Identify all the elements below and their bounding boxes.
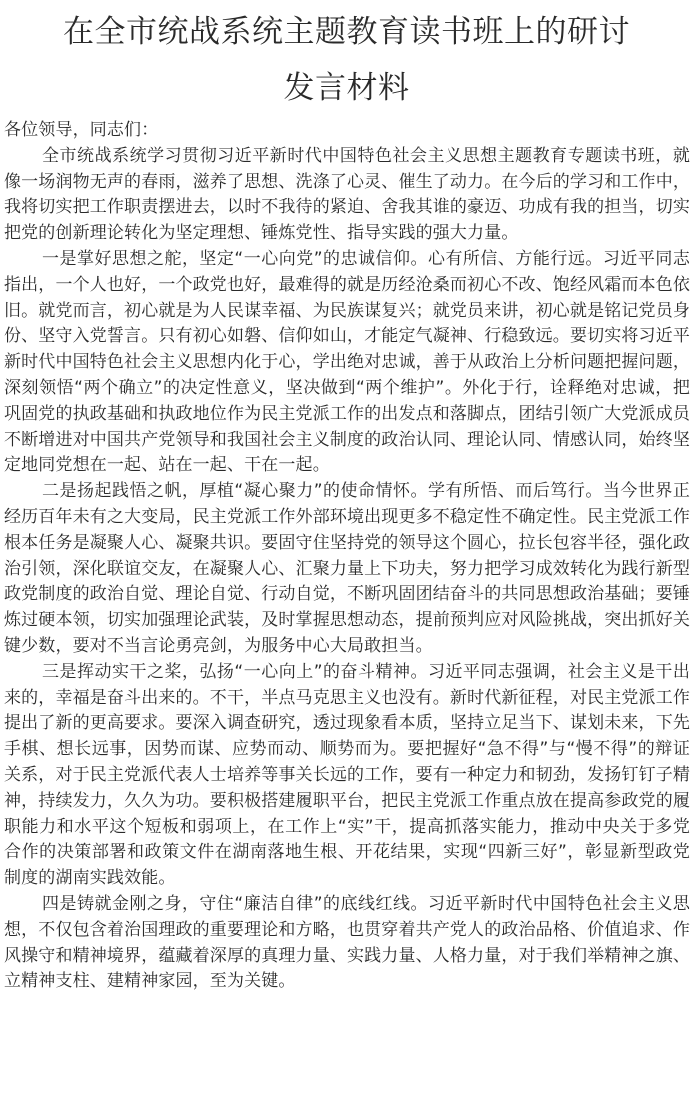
salutation: 各位领导，同志们： <box>4 120 159 140</box>
paragraph-point-2: 二是扬起践悟之帆，厚植“凝心聚力”的使命情怀。学有所悟、而后笃行。当今世界正经历百年未有之大变局，民主党派工作外部环境出现更多不稳定性不确定性。民主党派工作根本任务是凝聚人心、凝聚共识。要固守住坚持党的领导这个圆心，拉长包容半径，强化政治引领，深化联谊交友，在凝聚人心、汇聚力量上下功夫，努力把学习成效转化为践行新型政党制度的政治自觉、理论自觉、行动自觉，不断巩固团结奋斗的共同思想政治基础；要锤炼过硬本领，切实加强理论武装，及时掌握思想动态，提前预判应对风险挑战，突出抓好关键少数，要对不当言论勇亮剑，为服务中心大局敢担当。 <box>4 481 690 656</box>
paragraph-point-1: 一是掌好思想之舵，坚定“一心向党”的忠诚信仰。心有所信、方能行远。习近平同志指出，一个人也好，一个政党也好，最难得的就是历经沧桑而初心不改、饱经风霜而本色依旧。就党而言，初心就是为人民谋幸福、为民族谋复兴；就党员来讲，初心就是铭记党员身份、坚守入党誓言。只有初心如磐、信仰如山，才能定气凝神、行稳致远。要切实将习近平新时代中国特色社会主义思想内化于心，学出绝对忠诚，善于从政治上分析问题把握问题，深刻领悟“两个确立”的决定性意义，坚决做到“两个维护”。外化于行，诠释绝对忠诚，把巩固党的执政基础和执政地位作为民主党派工作的出发点和落脚点，团结引领广大党派成员不断增进对中国共产党领导和我国社会主义制度的政治认同、理论认同、情感认同，始终坚定地同党想在一起、站在一起、干在一起。 <box>4 248 690 476</box>
paragraph-point-3: 三是挥动实干之桨，弘扬“一心向上”的奋斗精神。习近平同志强调，社会主义是干出来的，幸福是奋斗出来的。不干，半点马克思主义也没有。新时代新征程，对民主党派工作提出了新的更高要求。要深入调查研究，透过现象看本质，坚持立足当下、谋划未来，下先手棋、想长远事，因势而谋、应势而动、顺势而为。要把握好“急不得”与“慢不得”的辩证关系，对于民主党派代表人士培养等事关长远的工作，要有一种定力和韧劲，发扬钉钉子精神，持续发力，久久为功。要积极搭建履职平台，把民主党派工作重点放在提高参政党的履职能力和水平这个短板和弱项上，在工作上“实”干，提高抓落实能力，推动中央关于多党合作的决策部署和政策文件在湖南落地生根、开花结果，实现“四新三好”，彰显新型政党制度的湖南实践效能。 <box>4 661 690 889</box>
paragraph-intro: 全市统战系统学习贯彻习近平新时代中国特色社会主义思想主题教育专题读书班，就像一场润物无声的春雨，滋养了思想、洗涤了心灵、催生了动力。在今后的学习和工作中，我将切实把工作职责摆进去，以时不我待的紧迫、舍我其谁的豪迈、功成有我的担当，切实把党的创新理论转化为坚定理想、锤炼党性、指导实践的强大力量。 <box>4 145 690 244</box>
document-title <box>0 0 693 116</box>
title-line-1: 在全市统战系统主题教育读书班上的研讨 <box>63 14 630 50</box>
paragraph-point-4: 四是铸就金刚之身，守住“廉洁自律”的底线红线。习近平新时代中国特色社会主义思想，不仅包含着治国理政的重要理论和方略，也贯穿着共产党人的政治品格、价值追求、作风操守和精神境界，蕴藏着深厚的真理力量、实践力量、人格力量，对于我们举精神之旗、立精神支柱、建精神家园，至为关键。 <box>4 893 690 992</box>
document-body <box>0 118 693 995</box>
title-line-2: 发言材料 <box>283 70 410 106</box>
